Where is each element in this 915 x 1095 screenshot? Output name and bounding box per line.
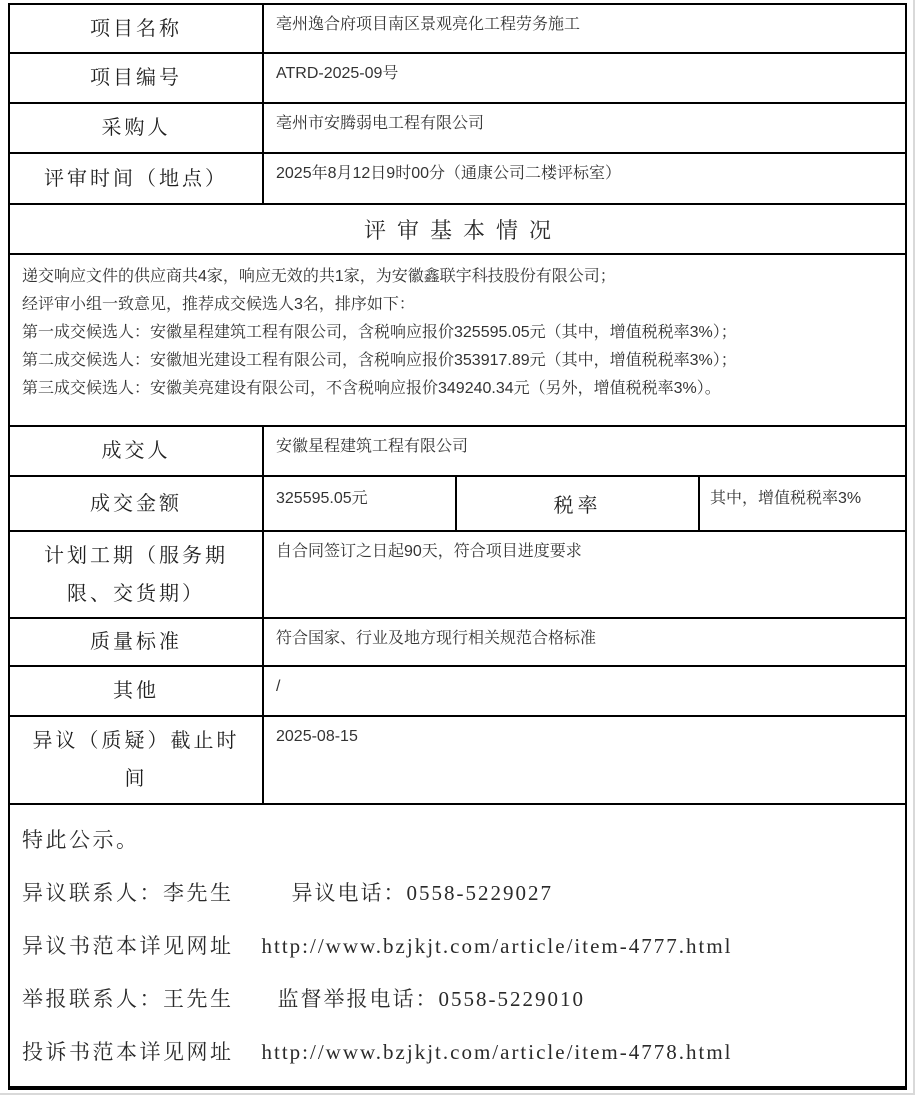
amount-label: 成交金额	[10, 477, 264, 530]
objection-template-url: http://www.bzjkjt.com/article/item-4777.html	[261, 934, 733, 958]
project-number-label: 项目编号	[10, 54, 264, 102]
table-row-project-name	[10, 5, 905, 54]
purchaser-label: 采购人	[10, 104, 264, 152]
project-name-value: 亳州逸合府项目南区景观亮化工程劳务施工	[276, 16, 581, 33]
footer-complaint-template-line	[22, 1037, 893, 1067]
table-row-winner	[10, 427, 905, 477]
footer-notice-block	[10, 805, 905, 1086]
footer-objection-contact-line	[22, 878, 893, 908]
duration-label: 计划工期（服务期限、交货期）	[10, 532, 264, 617]
table-row-objection-deadline	[10, 717, 905, 805]
objection-template-label: 异议书范本详见网址	[22, 934, 234, 958]
table-row-review-time	[10, 154, 905, 205]
objection-deadline-label: 异议（质疑）截止时间	[10, 717, 264, 803]
quality-label: 质量标准	[10, 619, 264, 665]
project-name-label: 项目名称	[10, 5, 264, 52]
procurement-result-table	[8, 3, 907, 1090]
section-header-row	[10, 205, 905, 255]
duration-value: 自合同签订之日起90天，符合项目进度要求	[276, 543, 582, 560]
complaint-template-url: http://www.bzjkjt.com/article/item-4778.html	[261, 1040, 733, 1064]
review-summary-block	[10, 255, 905, 427]
report-contact: 举报联系人：王先生	[22, 987, 234, 1011]
objection-phone: 异议电话：0558-5229027	[291, 881, 553, 905]
table-row-quality	[10, 619, 905, 667]
table-row-purchaser	[10, 104, 905, 154]
quality-value: 符合国家、行业及地方现行相关规范合格标准	[276, 630, 597, 647]
review-time-value: 2025年8月12日9时00分（通康公司二楼评标室）	[276, 165, 621, 182]
footer-notice-line	[22, 825, 893, 855]
other-label: 其他	[10, 667, 264, 715]
footer-objection-template-line	[22, 931, 893, 961]
tax-rate-value: 其中，增值税税率3%	[710, 490, 862, 507]
amount-value: 325595.05元	[264, 477, 457, 530]
table-row-duration	[10, 532, 905, 619]
table-row-amount	[10, 477, 905, 532]
section-header-title: 评审基本情况	[363, 217, 562, 243]
table-row-other	[10, 667, 905, 717]
winner-value: 安徽星程建筑工程有限公司	[276, 438, 469, 455]
tax-rate-label: 税率	[457, 477, 700, 530]
table-row-project-number	[10, 54, 905, 104]
review-line: 递交响应文件的供应商共4家，响应无效的共1家，为安徽鑫联宇科技股份有限公司；	[22, 268, 616, 285]
review-line: 第一成交候选人：安徽星程建筑工程有限公司，含税响应报价325595.05元（其中，增值税税率3%）；	[22, 324, 737, 341]
purchaser-value: 亳州市安腾弱电工程有限公司	[276, 115, 485, 132]
complaint-template-label: 投诉书范本详见网址	[22, 1040, 234, 1064]
review-time-label: 评审时间（地点）	[10, 154, 264, 203]
review-line: 经评审小组一致意见，推荐成交候选人3名，排序如下：	[22, 296, 415, 313]
review-line: 第三成交候选人：安徽美亮建设有限公司，不含税响应报价349240.34元（另外，增值税税率3%）。	[22, 380, 721, 397]
objection-deadline-value: 2025-08-15	[276, 728, 358, 745]
review-line: 第二成交候选人：安徽旭光建设工程有限公司，含税响应报价353917.89元（其中，增值税税率3%）；	[22, 352, 737, 369]
other-value: /	[276, 678, 281, 695]
objection-contact: 异议联系人：李先生	[22, 881, 234, 905]
winner-label: 成交人	[10, 427, 264, 475]
notice-text: 特此公示。	[22, 828, 140, 852]
report-phone: 监督举报电话：0558-5229010	[277, 987, 585, 1011]
project-number-value: ATRD-2025-09号	[276, 65, 399, 82]
footer-report-contact-line	[22, 984, 893, 1014]
